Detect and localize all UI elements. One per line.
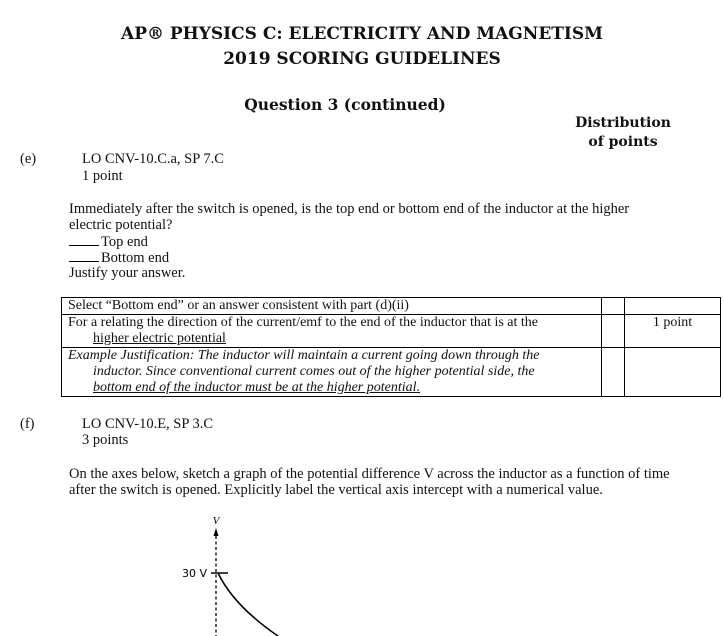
part-f-label: (f) xyxy=(20,416,35,432)
option-bottom-end[interactable] xyxy=(69,249,169,266)
part-e-label: (e) xyxy=(20,151,37,167)
header-subtitle: 2019 SCORING GUIDELINES xyxy=(223,49,501,69)
part-f-lo: LO CNV-10.E, SP 3.C xyxy=(82,416,214,432)
distribution-heading xyxy=(573,114,673,152)
rubric-table xyxy=(61,297,721,397)
intercept-label: 30 V xyxy=(181,567,207,580)
part-e-question-line2: electric potential? xyxy=(69,217,173,233)
justify-prompt: Justify your answer. xyxy=(69,265,186,281)
rubric-points-cell xyxy=(625,298,721,315)
rubric-check-cell xyxy=(602,298,625,315)
axis-arrow-icon xyxy=(214,528,219,536)
part-f-question-line2: after the switch is opened. Explicitly label the vertical axis intercept with a numerical value. xyxy=(69,482,603,498)
voltage-graph[interactable] xyxy=(160,510,300,636)
part-f-points: 3 points xyxy=(82,432,129,448)
axis-label-v: V xyxy=(212,515,220,527)
part-e-question-line1: Immediately after the switch is opened, is the top end or bottom end of the inductor at the higher xyxy=(69,201,630,217)
example-line2: inductor. Since conventional current comes out of the higher potential side, the xyxy=(93,364,535,379)
table-row xyxy=(62,348,721,397)
decay-curve xyxy=(218,573,278,636)
example-line1: Example Justification: The inductor will maintain a current going down through the xyxy=(68,348,540,363)
rubric-check-cell xyxy=(602,348,625,397)
part-e-lo: LO CNV-10.C.a, SP 7.C xyxy=(82,151,224,167)
criterion-line1: For a relating the direction of the current/emf to the end of the inductor that is at the xyxy=(68,315,539,330)
example-line3: bottom end of the inductor must be at the higher potential. xyxy=(93,380,421,395)
option-top-end-label: Top end xyxy=(101,234,148,250)
distribution-line1: Distribution xyxy=(575,115,671,131)
part-f-question-line1: On the axes below, sketch a graph of the potential difference V across the inductor as a function of time xyxy=(69,466,670,482)
answer-blank[interactable] xyxy=(69,233,99,246)
table-row xyxy=(62,315,721,348)
rubric-example-cell xyxy=(62,348,602,397)
distribution-line2: of points xyxy=(588,134,658,150)
header-title: AP® PHYSICS C: ELECTRICITY AND MAGNETISM xyxy=(121,24,603,44)
rubric-criterion-cell xyxy=(62,315,602,348)
option-bottom-end-label: Bottom end xyxy=(101,250,170,266)
question-title: Question 3 (continued) xyxy=(244,95,446,114)
rubric-points-cell xyxy=(625,348,721,397)
rubric-check-cell xyxy=(602,315,625,348)
part-e-points: 1 point xyxy=(82,168,123,184)
option-top-end[interactable] xyxy=(69,233,148,250)
answer-blank[interactable] xyxy=(69,249,99,262)
table-row xyxy=(62,298,721,315)
rubric-points-cell: 1 point xyxy=(625,315,721,348)
rubric-select-cell: Select “Bottom end” or an answer consistent with part (d)(ii) xyxy=(62,298,602,315)
criterion-line2: higher electric potential xyxy=(93,331,226,346)
